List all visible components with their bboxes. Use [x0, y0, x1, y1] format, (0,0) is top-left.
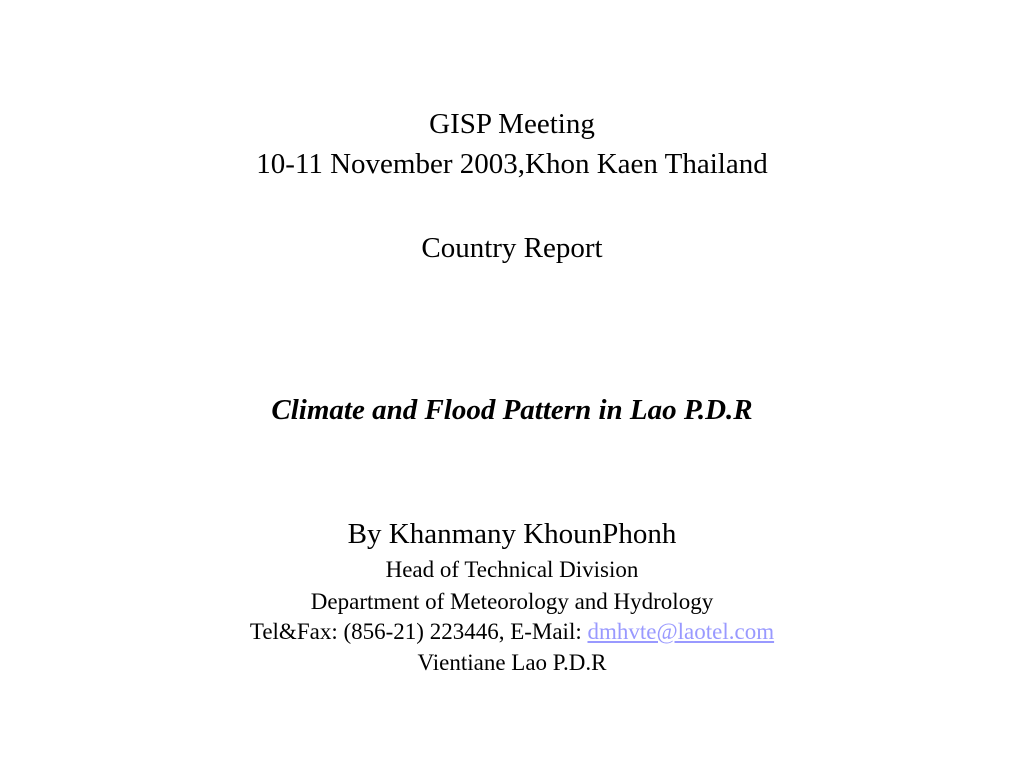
- report-type: Country Report: [421, 232, 603, 264]
- meeting-title: GISP Meeting: [429, 108, 595, 140]
- author-department: Department of Meteorology and Hydrology: [310, 589, 714, 614]
- author-location: Vientiane Lao P.D.R: [417, 650, 607, 675]
- author-by-line: By Khanmany KhounPhonh: [347, 518, 677, 550]
- presentation-title: Climate and Flood Pattern in Lao P.D.R: [271, 394, 753, 426]
- meeting-date-place: 10-11 November 2003,Khon Kaen Thailand: [256, 148, 768, 180]
- author-contact: [0, 620, 1024, 643]
- author-position: Head of Technical Division: [385, 557, 639, 582]
- contact-prefix: Tel&Fax: (856-21) 223446, E-Mail:: [249, 619, 588, 644]
- email-link[interactable]: dmhvte@laotel.com: [587, 619, 775, 644]
